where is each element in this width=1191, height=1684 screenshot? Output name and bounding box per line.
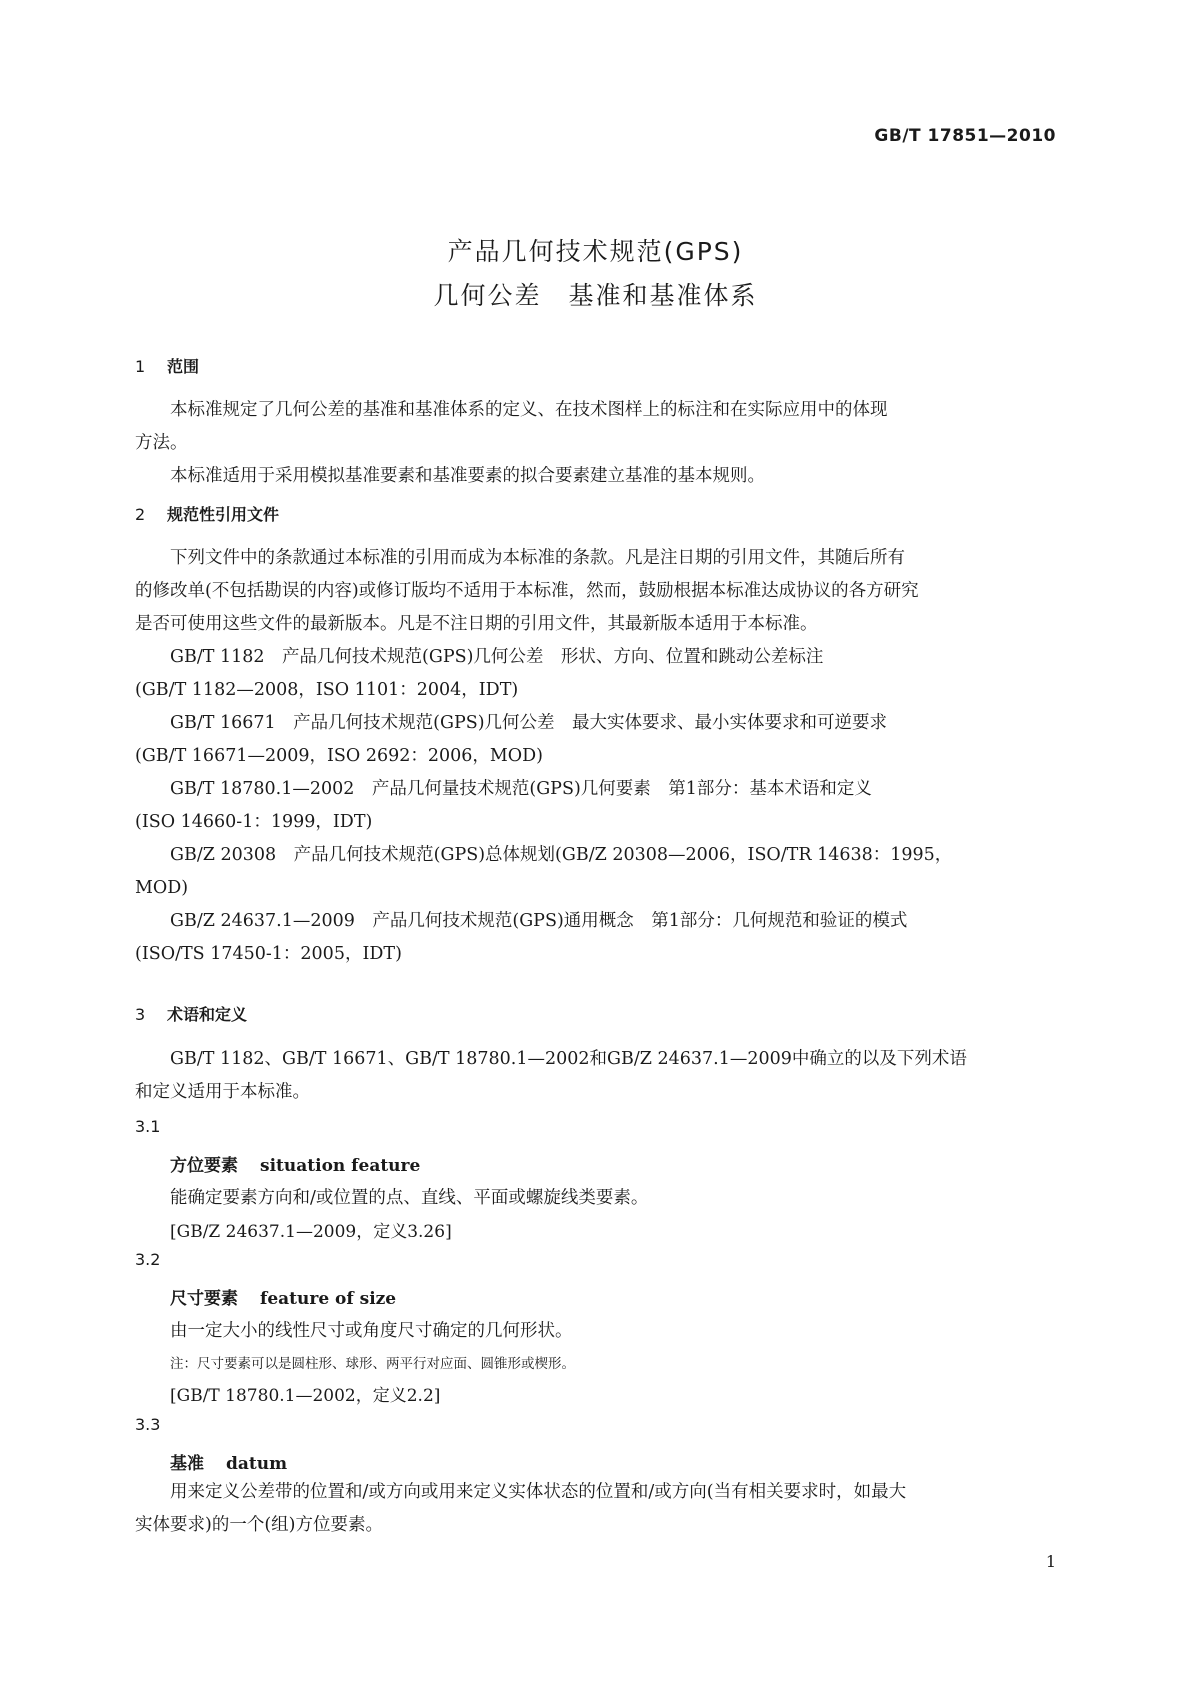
term-definition-line-2: 实体要求)的一个(组)方位要素。 <box>135 1515 383 1535</box>
reference-title: 产品几何技术规范(GPS)几何公差 最大实体要求、最小实体要求和可逆要求 <box>293 713 888 733</box>
term-note: 注：尺寸要素可以是圆柱形、球形、两平行对应面、圆锥形或楔形。 <box>170 1356 575 1372</box>
term-heading <box>170 1284 396 1309</box>
section-title: 规范性引用文件 <box>167 505 280 524</box>
term-number: 3.1 <box>135 1117 161 1136</box>
section-title: 术语和定义 <box>167 1005 248 1024</box>
term-heading <box>170 1151 420 1176</box>
section-2-heading <box>135 502 279 525</box>
reference-equivalence: (GB/T 1182—2008，ISO 1101：2004，IDT) <box>135 680 519 700</box>
section-number: 2 <box>135 505 146 524</box>
section-3-intro-line-2: 和定义适用于本标准。 <box>135 1082 310 1102</box>
section-3-heading <box>135 1002 247 1025</box>
term-definition-line-1: 用来定义公差带的位置和/或方向或用来定义实体状态的位置和/或方向(当有相关要求时，如最大 <box>170 1482 907 1502</box>
term-definition: 由一定大小的线性尺寸或角度尺寸确定的几何形状。 <box>170 1321 573 1341</box>
section-2-intro-line-2: 的修改单(不包括勘误的内容)或修订版均不适用于本标准，然而，鼓励根据本标准达成协议的各方研究 <box>135 581 919 601</box>
reference-equivalence: (ISO 14660-1：1999，IDT) <box>135 812 373 832</box>
section-2-intro-line-1: 下列文件中的条款通过本标准的引用而成为本标准的条款。凡是注日期的引用文件，其随后所有 <box>170 548 905 568</box>
section-1-heading <box>135 354 199 377</box>
term-chinese: 尺寸要素 <box>170 1289 238 1309</box>
term-english: situation feature <box>260 1156 421 1176</box>
term-heading <box>170 1449 287 1474</box>
reference-entry <box>170 905 1057 938</box>
section-1-para-1-line-1: 本标准规定了几何公差的基准和基准体系的定义、在技术图样上的标注和在实际应用中的体现 <box>170 400 888 420</box>
term-chinese: 基准 <box>170 1454 204 1474</box>
reference-equivalence: (GB/T 16671—2009，ISO 2692：2006，MOD) <box>135 746 544 766</box>
reference-title: 产品几何量技术规范(GPS)几何要素 第1部分：基本术语和定义 <box>371 779 872 799</box>
reference-code: GB/T 1182 <box>170 647 265 667</box>
term-source: [GB/Z 24637.1—2009，定义3.26] <box>170 1222 452 1242</box>
page-number: 1 <box>1045 1552 1056 1571</box>
reference-code: GB/Z 20308 <box>170 845 277 865</box>
term-english: feature of size <box>260 1289 397 1309</box>
reference-equivalence: (ISO/TS 17450-1：2005，IDT) <box>135 944 402 964</box>
section-1-para-1-line-2: 方法。 <box>135 433 188 453</box>
reference-entry <box>170 839 1057 872</box>
reference-entry <box>170 707 1057 740</box>
term-definition: 能确定要素方向和/或位置的点、直线、平面或螺旋线类要素。 <box>170 1188 649 1208</box>
reference-title: 产品几何技术规范(GPS)总体规划(GB/Z 20308—2006，ISO/TR 14638：1995， <box>293 845 953 865</box>
section-number: 3 <box>135 1005 146 1024</box>
reference-code: GB/T 16671 <box>170 713 276 733</box>
standard-code: GB/T 17851—2010 <box>874 126 1056 146</box>
term-source: [GB/T 18780.1—2002，定义2.2] <box>170 1386 441 1406</box>
reference-equivalence: MOD) <box>135 878 189 898</box>
section-2-intro-line-3: 是否可使用这些文件的最新版本。凡是不注日期的引用文件，其最新版本适用于本标准。 <box>135 614 818 634</box>
term-chinese: 方位要素 <box>170 1156 238 1176</box>
reference-entry <box>170 641 1057 674</box>
section-number: 1 <box>135 357 146 376</box>
term-number: 3.3 <box>135 1415 161 1434</box>
reference-title: 产品几何技术规范(GPS)通用概念 第1部分：几何规范和验证的模式 <box>372 911 908 931</box>
term-english: datum <box>226 1454 288 1474</box>
reference-entry <box>170 773 1057 806</box>
reference-code: GB/Z 24637.1—2009 <box>170 911 355 931</box>
document-title-line2: 几何公差 基准和基准体系 <box>433 281 758 310</box>
section-3-intro-line-1: GB/T 1182、GB/T 16671、GB/T 18780.1—2002和GB/Z 24637.1—2009中确立的以及下列术语 <box>170 1049 967 1069</box>
document-title-line1: 产品几何技术规范(GPS) <box>447 237 744 266</box>
term-number: 3.2 <box>135 1250 161 1269</box>
section-title: 范围 <box>167 357 200 376</box>
reference-title: 产品几何技术规范(GPS)几何公差 形状、方向、位置和跳动公差标注 <box>282 647 824 667</box>
section-1-para-2: 本标准适用于采用模拟基准要素和基准要素的拟合要素建立基准的基本规则。 <box>170 466 765 486</box>
reference-code: GB/T 18780.1—2002 <box>170 779 355 799</box>
